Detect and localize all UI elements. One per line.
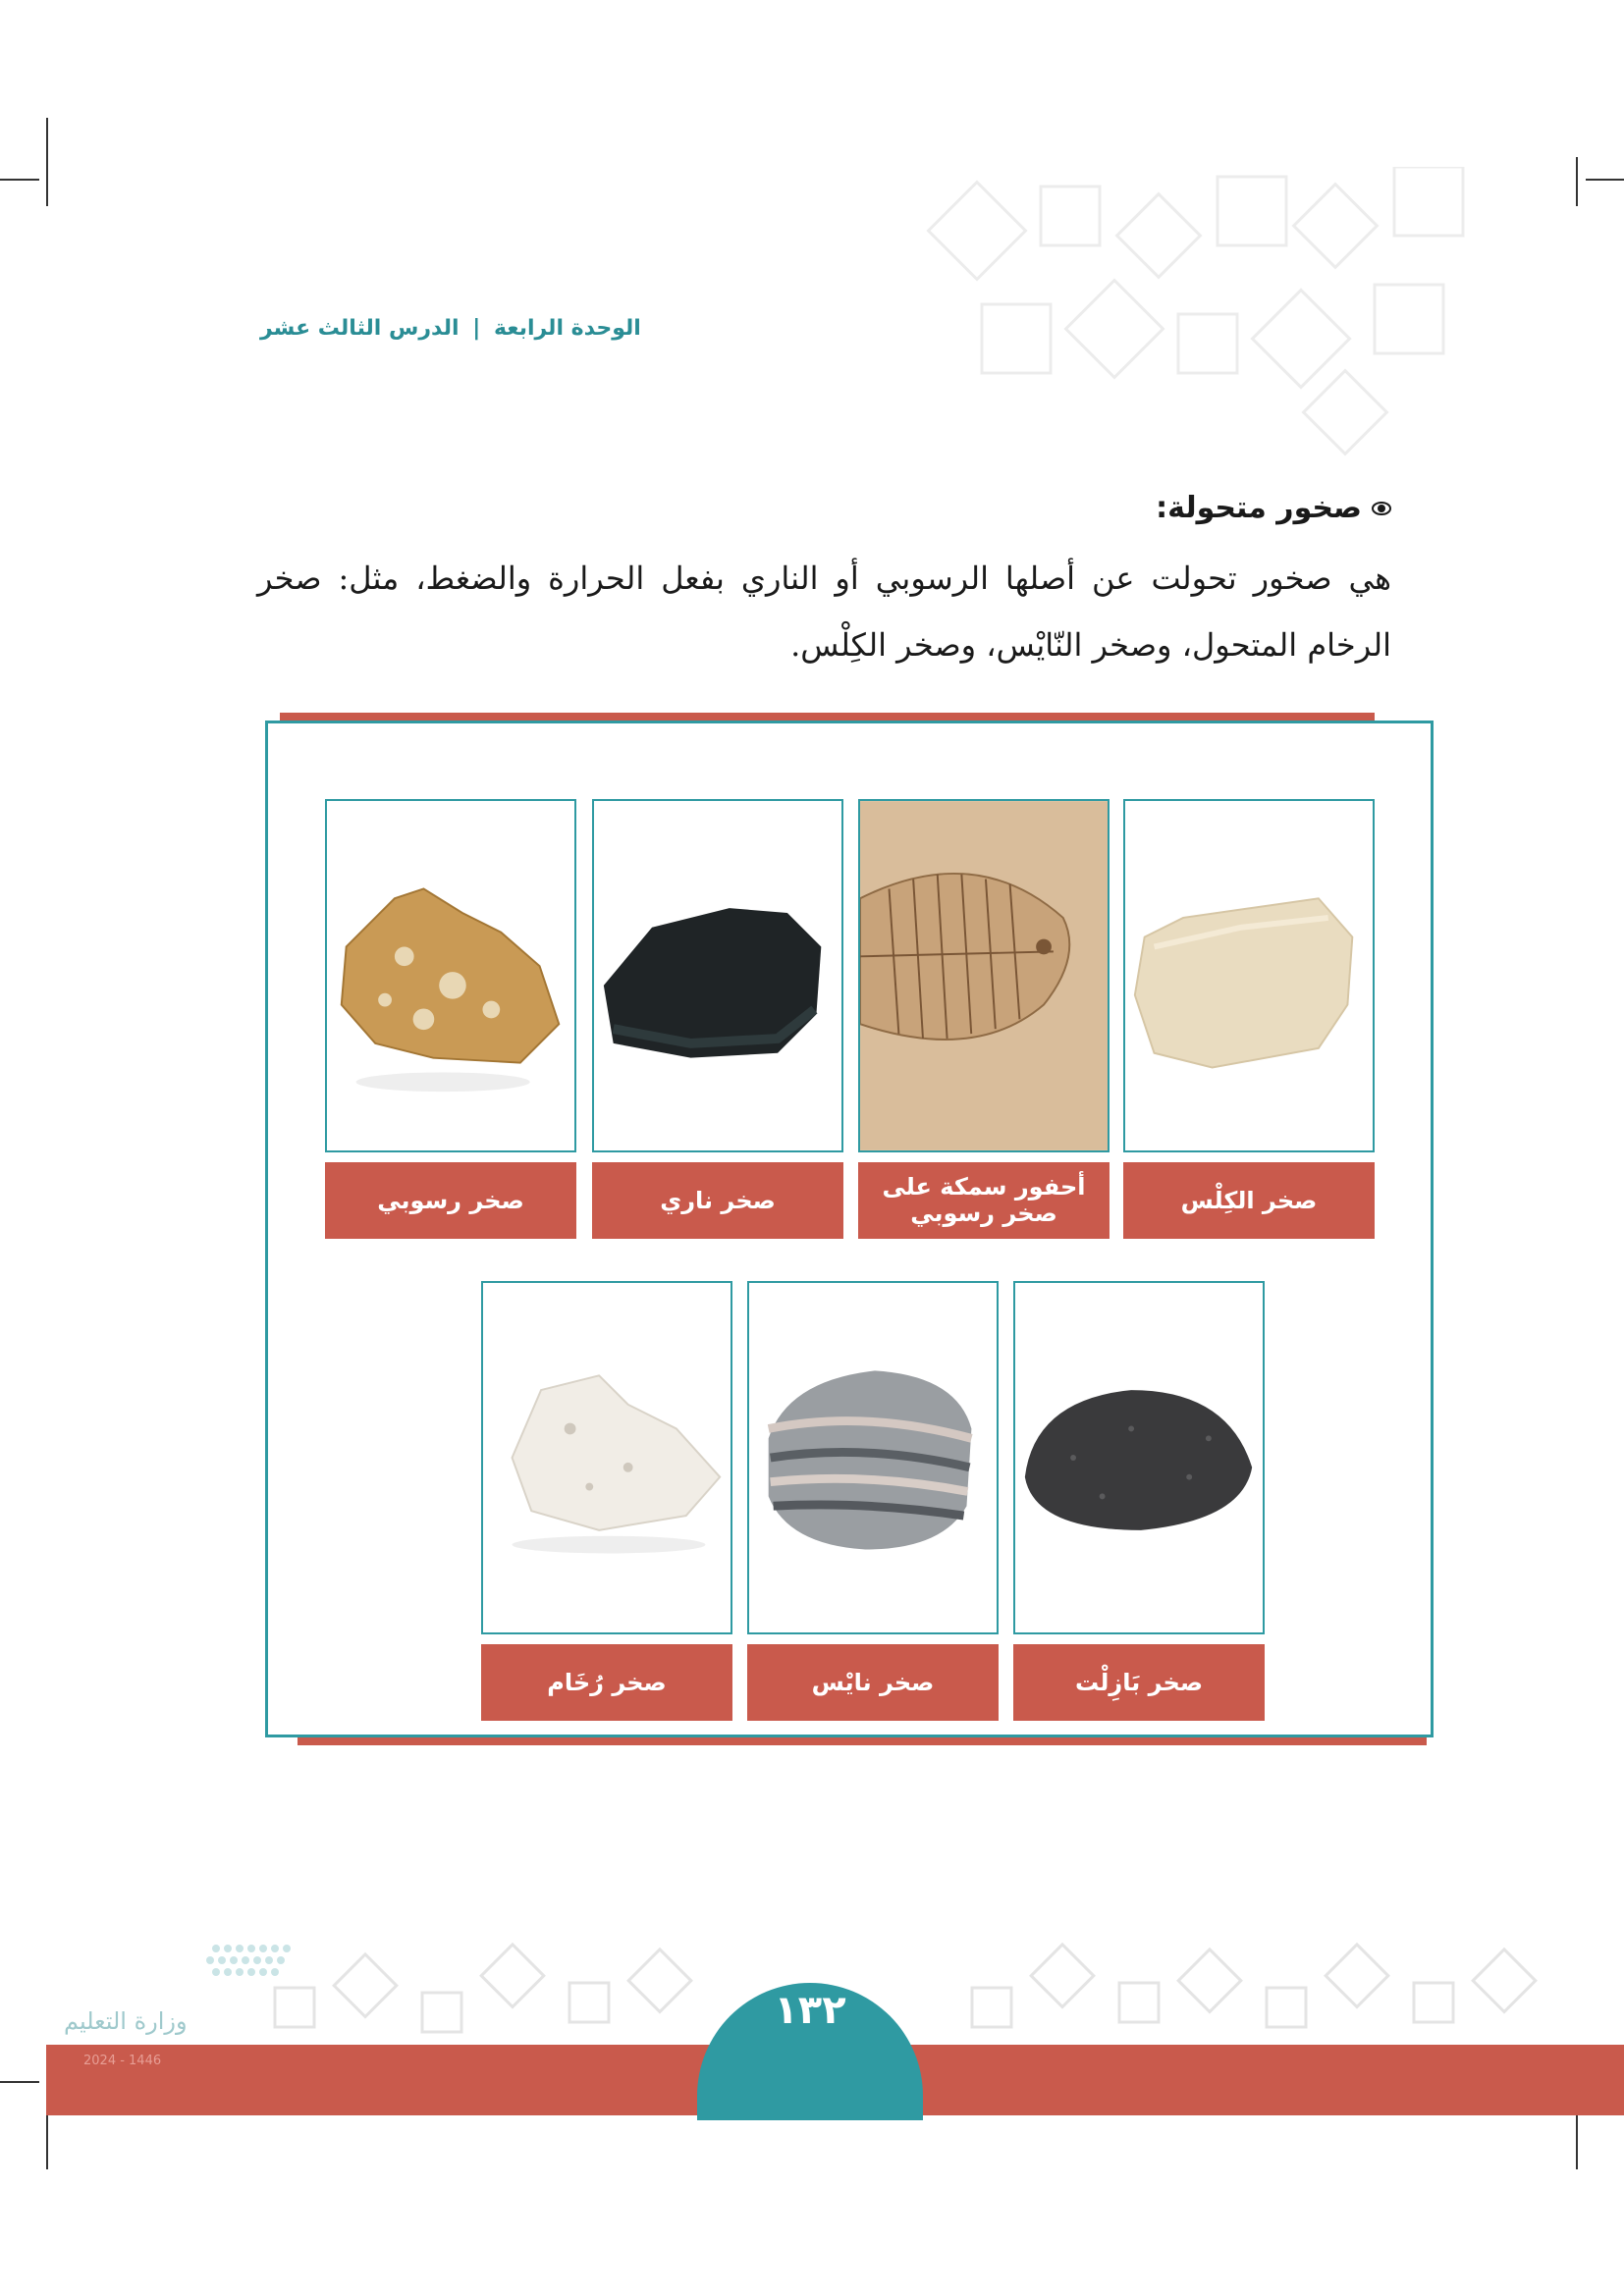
rock-card-marble [481,1281,732,1721]
igneous-image [592,799,843,1152]
limestone-image [1123,799,1375,1152]
rock-label: صخر رُخَام [481,1644,732,1721]
decorative-pattern-top [923,167,1512,461]
crop-mark [46,118,48,206]
rock-label: صخر نايْس [747,1644,999,1721]
section-body: هي صخور تحولت عن أصلها الرسوبي أو الناري بفعل الحرارة والضغط، مثل: صخر الرخام المتحول، وصخر النّايْس، وصخر الكِلْس. [257,560,1391,664]
figure-bottom-bar [298,1737,1427,1745]
fish-fossil-image [858,799,1110,1152]
basalt-image [1013,1281,1265,1634]
crop-mark [1586,179,1624,181]
rock-label: صخر ناري [592,1162,843,1239]
crop-mark [0,179,39,181]
rock-label: صخر بَازِلْت [1013,1644,1265,1721]
section-heading [1156,491,1391,525]
page-number: ١٣٢ [774,1988,846,2033]
rock-card-basalt [1013,1281,1265,1721]
sedimentary-image [325,799,576,1152]
rock-card-igneous [592,799,843,1239]
rock-card-fish-fossil [858,799,1110,1239]
header-separator: | [472,316,481,341]
rock-card-gneiss [747,1281,999,1721]
decorative-pattern-bottom [255,1934,1620,2047]
rock-card-sedimentary [325,799,576,1239]
ministry-year: 2024 - 1446 [83,2054,162,2068]
crop-mark [1576,157,1578,206]
figure-top-bar [280,713,1375,721]
marble-image [481,1281,732,1634]
unit-title: الوحدة الرابعة [493,316,641,341]
rock-label: صخر الكِلْس [1123,1162,1375,1239]
rock-label: صخر رسوبي [325,1162,576,1239]
crop-mark [0,2081,39,2083]
bullet-eye-icon [1372,499,1391,518]
lesson-title: الدرس الثالث عشر [260,316,460,341]
rock-card-limestone [1123,799,1375,1239]
ministry-name: وزارة التعليم [64,2007,188,2035]
rock-label: أحفور سمكة على صخر رسوبي [858,1162,1110,1239]
running-header [260,316,641,341]
gneiss-image [747,1281,999,1634]
section-heading-text: صخور متحولة: [1156,491,1362,525]
